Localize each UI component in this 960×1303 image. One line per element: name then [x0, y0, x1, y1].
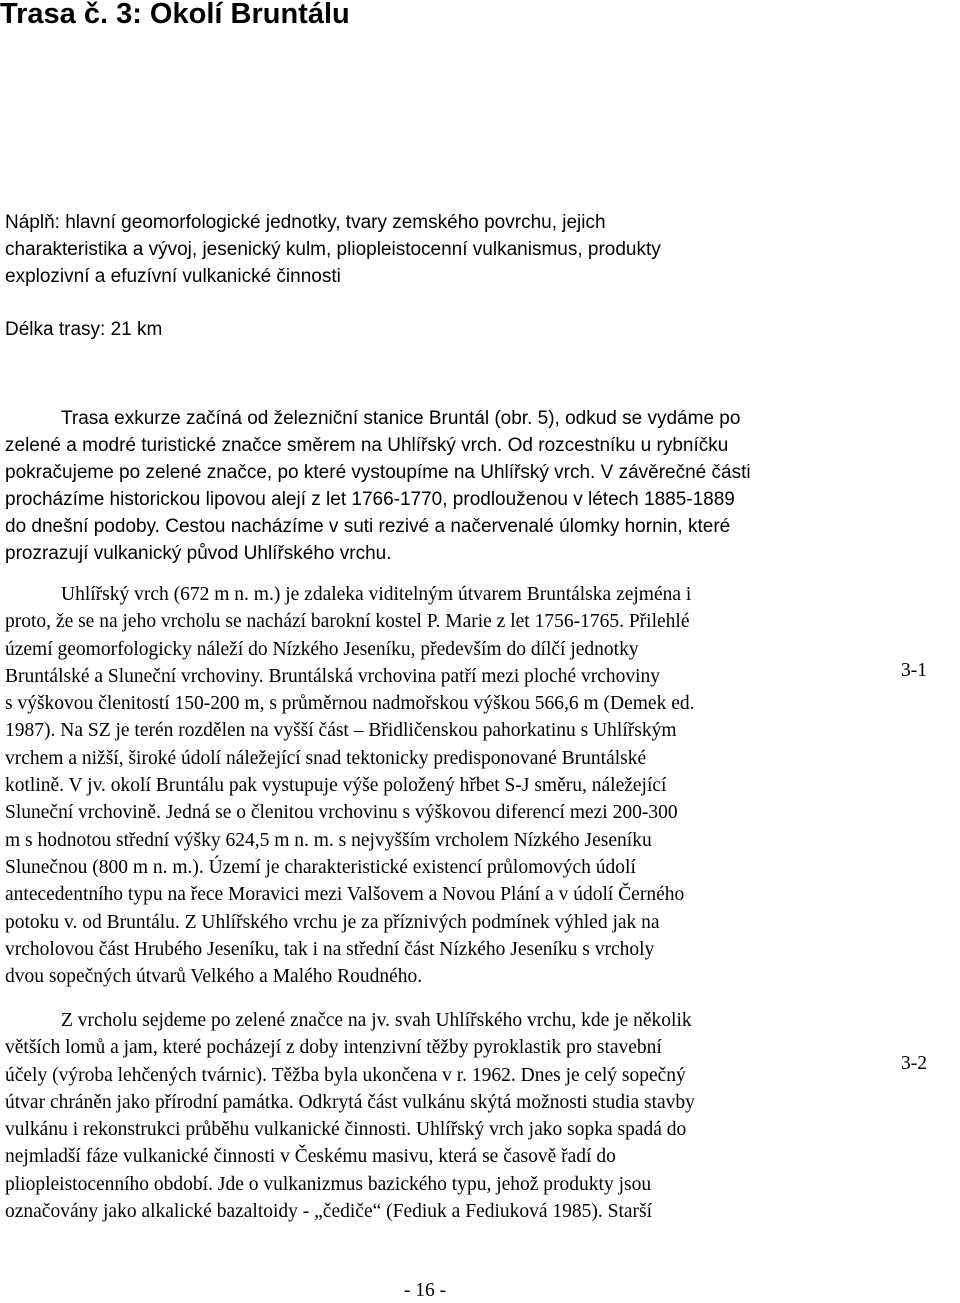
napln-paragraph: [5, 209, 805, 290]
text-line: pliopleistocenního období. Jde o vulkanizmus bazického typu, jehož produkty jsou: [5, 1173, 652, 1195]
text-line: 1987). Na SZ je terén rozdělen na vyšší část – Břidličenskou pahorkatinu s Uhlířským: [5, 720, 677, 742]
text-line: Uhlířský vrch (672 m n. m.) je zdaleka viditelným útvarem Bruntálska zejména i: [61, 584, 692, 605]
text-line: kotlině. V jv. okolí Bruntálu pak vystupuje výše položený hřbet S-J směru, náležející: [5, 775, 667, 797]
text-line: antecedentního typu na řece Moravici mezi Valšovem a Novou Plání a v údolí Černého: [5, 884, 685, 906]
text-line: Náplň: hlavní geomorfologické jednotky, tvary zemského povrchu, jejich: [5, 212, 606, 233]
text-line: Trasa exkurze začíná od železniční stanice Bruntál (obr. 5), odkud se vydáme po: [61, 408, 741, 429]
text-line: proto, že se na jeho vrcholu se nachází barokní kostel P. Marie z let 1756-1765. Přilehlé: [5, 611, 690, 633]
margin-note-3-2: 3-2: [901, 1053, 927, 1074]
route-paragraph: [5, 405, 865, 567]
text-line: Délka trasy: 21 km: [5, 319, 163, 340]
page-number: - 16 -: [403, 1280, 447, 1301]
text-line: účely (výroba lehčených tvárnic). Těžba byla ukončena v r. 1962. Dnes je celý sopečný: [5, 1064, 686, 1086]
text-line: vulkánu i rekonstrukci průběhu vulkanické činnosti. Uhlířský vrch jako sopka spadá do: [5, 1119, 687, 1141]
text-line: charakteristika a vývoj, jesenický kulm, pliopleistocenní vulkanismus, produkty: [5, 239, 661, 260]
text-line: území geomorfologicky náleží do Nízkého Jeseníku, především do dílčí jednotky: [5, 638, 639, 660]
text-line: dvou sopečných útvarů Velkého a Malého Roudného.: [5, 966, 423, 988]
vrchol-paragraph: [5, 1007, 845, 1225]
route-length: [5, 316, 805, 343]
text-line: Bruntálské a Sluneční vrchoviny. Bruntálská vrchovina patří mezi ploché vrchoviny: [5, 665, 661, 687]
text-line: m s hodnotou střední výšky 624,5 m n. m. s nejvyšším vrcholem Nízkého Jeseníku: [5, 829, 652, 851]
text-line: procházíme historickou lipovou alejí z let 1766-1770, prodlouženou v létech 1885-1889: [5, 489, 735, 510]
text-line: vrchem a nižší, široké údolí náležející snad tektonicky predisponované Bruntálské: [5, 747, 647, 769]
margin-note-3-1: 3-1: [901, 660, 927, 681]
text-line: prozrazují vulkanický původ Uhlířského vrchu.: [5, 543, 392, 564]
text-line: nejmladší fáze vulkanické činnosti v Českému masivu, která se časově řadí do: [5, 1146, 616, 1168]
text-line: Sluneční vrchovině. Jedná se o členitou vrchovinu s výškovou diferencí mezi 200-300: [5, 802, 678, 824]
text-line: Slunečnou (800 m n. m.). Území je charakteristické existencí průlomových údolí: [5, 856, 636, 878]
text-line: zelené a modré turistické značce směrem na Uhlířský vrch. Od rozcestníku u rybníčku: [5, 435, 729, 456]
text-line: do dnešní podoby. Cestou nacházíme v suti rezivé a načervenalé úlomky hornin, které: [5, 516, 731, 537]
text-line: útvar chráněn jako přírodní památka. Odkrytá část vulkánu skýtá možnosti studia stavby: [5, 1091, 695, 1113]
text-line: pokračujeme po zelené značce, po které vystoupíme na Uhlířský vrch. V závěrečné části: [5, 462, 751, 483]
text-line: explozivní a efuzívní vulkanické činnosti: [5, 266, 341, 287]
text-line: vrcholovou část Hrubého Jeseníku, tak i na střední část Nízkého Jeseníku s vrcholy: [5, 938, 655, 960]
text-line: potoku v. od Bruntálu. Z Uhlířského vrchu je za příznivých podmínek výhled jak na: [5, 911, 660, 933]
text-line: větších lomů a jam, které pocházejí z doby intenzivní těžby pyroklastik pro stavební: [5, 1037, 662, 1059]
text-line: s výškovou členitostí 150-200 m, s průměrnou nadmořskou výškou 566,6 m (Demek ed.: [5, 693, 695, 715]
uhlirsky-paragraph: [5, 581, 845, 990]
text-line: Z vrcholu sejdeme po zelené značce na jv. svah Uhlířského vrchu, kde je několik: [61, 1010, 692, 1031]
text-line: označovány jako alkalické bazaltoidy - „čediče“ (Fediuk a Fediuková 1985). Starší: [5, 1201, 653, 1223]
page-title: Trasa č. 3: Okolí Bruntálu: [0, 0, 350, 30]
